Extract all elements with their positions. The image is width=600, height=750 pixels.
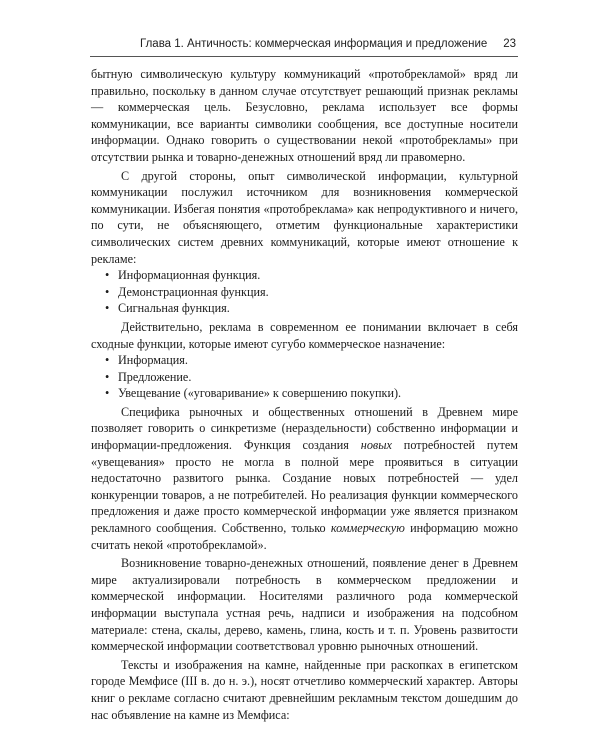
list-item-text: Сигнальная функция. xyxy=(118,301,230,316)
list-item xyxy=(105,300,518,317)
paragraph-6: Тексты и изображения на камне, найденные при раскопках в египетском городе Мемфисе (III в. до н. э.), носят отчетливо коммерческий характер. Авторы книг о рекламе согласно считают древнейшим рекламным текстом дошедшим до нас объявление на камне из Мемфиса: xyxy=(91,657,518,722)
list-item-text: Демонстрационная функция. xyxy=(118,284,269,299)
body-text xyxy=(91,66,518,723)
paragraph-4-text-a: Специфика рыночных и общественных отношений в Древнем мире позволяет говорить о синкретизме (нераздельности) собственно информации и информации-предложения. Функция создания xyxy=(91,404,518,453)
paragraph-4-text-b: потребностей путем «увещевания» просто не могла в полной мере проявиться в ситуации недостаточно развитого рынка. Создание новых потребностей — удел конкуренции товаров, а не потребителей. Но реализация функции коммерческого предложения и даже просто коммерческой информации уже является признаком рекламного сообщения. Собственно, только xyxy=(91,438,518,536)
bullet-icon: • xyxy=(105,301,110,316)
emphasis-new: новых xyxy=(360,438,392,453)
list-item xyxy=(105,352,518,369)
bullet-icon: • xyxy=(105,353,110,368)
paragraph-4 xyxy=(91,404,518,553)
chapter-title: Глава 1. Античность: коммерческая информация и предложение xyxy=(140,38,488,50)
paragraph-4-text-c: информацию можно считать некой «протобрекламой». xyxy=(91,521,518,552)
list-item-text: Предложение. xyxy=(118,369,192,384)
list-item xyxy=(105,267,518,284)
paragraph-2: С другой стороны, опыт символической информации, культурной коммуникации послужил источником для возникновения коммерческой коммуникации. Избегая понятия «протобреклама» как непродуктивного и ничего, по сути, не объясняющего, отметим функциональные характеристики символических систем древних коммуникаций, которые имеют отношение к рекламе: xyxy=(91,168,518,266)
list-item-text: Информация. xyxy=(118,353,188,368)
page-number: 23 xyxy=(503,38,516,50)
paragraph-3: Действительно, реклама в современном ее понимании включает в себя сходные функции, которые имеют сугубо коммерческое назначение: xyxy=(91,319,518,351)
paragraph-5: Возникновение товарно-денежных отношений, появление денег в Древнем мире актуализировали потребность в коммерческом предложении и коммерческой информации. Носителями различного рода коммерческой информации выступала устная речь, надписи и изображения на подсобном материале: стена, скалы, дерево, камень, глина, кость и т. п. Уровень развитости коммерческой информации соответствовал уровню рыночных отношений. xyxy=(91,556,518,654)
bullet-icon: • xyxy=(105,369,110,384)
bullet-icon: • xyxy=(105,284,110,299)
list-item xyxy=(105,369,518,386)
advertising-function-list xyxy=(91,352,518,402)
list-item-text: Информационная функция. xyxy=(118,268,261,283)
bullet-icon: • xyxy=(105,268,110,283)
list-item-text: Увещевание («уговаривание» к совершению покупки). xyxy=(118,386,402,401)
paragraph-1: бытную символическую культуру коммуникаций «протобрекламой» вряд ли правильно, поскольку в данном случае отсутствует решающий признак рекламы — коммерческая цель. Безусловно, реклама использует все формы коммуникации, все варианты символики сообщения, все доступные носители информации. Однако говорить о существовании некой «протобрекламы» при отсутствии рынка и товарно-денежных отношений вряд ли правомерно. xyxy=(91,67,518,164)
emphasis-commercial: коммерческую xyxy=(330,521,405,536)
list-item xyxy=(105,284,518,301)
running-header xyxy=(90,36,518,57)
list-item xyxy=(105,385,518,402)
function-list xyxy=(91,267,518,317)
bullet-icon: • xyxy=(105,386,110,401)
